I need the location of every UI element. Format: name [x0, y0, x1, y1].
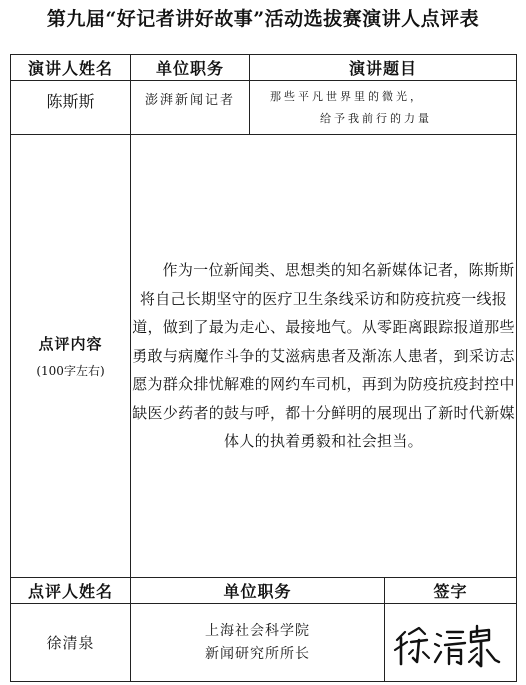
comment-text: 作为一位新闻类、思想类的知名新媒体记者，陈斯斯将自己长期坚守的医疗卫生条线采访和防疫抗疫一线报道，做到了最为走心、最接地气。从零距离跟踪报道那些勇敢与病魔作斗争的艾滋病患者及渐冻人患者，到采访志愿为群众排忧解难的网约车司机，再到为防疫抗疫封控中缺医少药者的鼓与呼，都十分鲜明的展现出了新时代新媒体人的执着勇毅和社会担当。 [132, 261, 515, 451]
review-form-table [10, 54, 517, 682]
reviewer-unit-header: 单位职务 [131, 578, 385, 604]
comment-sublabel: (100字左右) [36, 364, 105, 378]
reviewer-name: 徐清泉 [11, 604, 131, 682]
speaker-header-row [11, 55, 517, 81]
speaker-topic-line1: 那些平凡世界里的微光， [270, 89, 424, 103]
reviewer-unit-line1: 上海社会科学院 [205, 622, 310, 639]
reviewer-header-row [11, 578, 517, 604]
speaker-unit: 澎湃新闻记者 [131, 81, 250, 135]
speaker-row [11, 81, 517, 135]
signature-cell [385, 604, 517, 682]
handwritten-signature [391, 612, 511, 674]
reviewer-row [11, 604, 517, 682]
speaker-topic [250, 81, 517, 135]
speaker-unit-header: 单位职务 [131, 55, 250, 81]
comment-label: 点评内容 [38, 335, 103, 353]
speaker-name-header: 演讲人姓名 [11, 55, 131, 81]
reviewer-unit-line2: 新闻研究所所长 [205, 645, 310, 662]
reviewer-signature-header: 签字 [385, 578, 517, 604]
speaker-topic-line2: 给予我前行的力量 [320, 111, 432, 125]
comment-label-cell [11, 135, 131, 578]
comment-body [131, 135, 517, 578]
reviewer-name-header: 点评人姓名 [11, 578, 131, 604]
speaker-topic-header: 演讲题目 [250, 55, 517, 81]
comment-row [11, 135, 517, 578]
reviewer-unit [131, 604, 385, 682]
form-title: 第九届“好记者讲好故事”活动选拔赛演讲人点评表 [46, 8, 480, 30]
speaker-name: 陈斯斯 [11, 81, 131, 135]
